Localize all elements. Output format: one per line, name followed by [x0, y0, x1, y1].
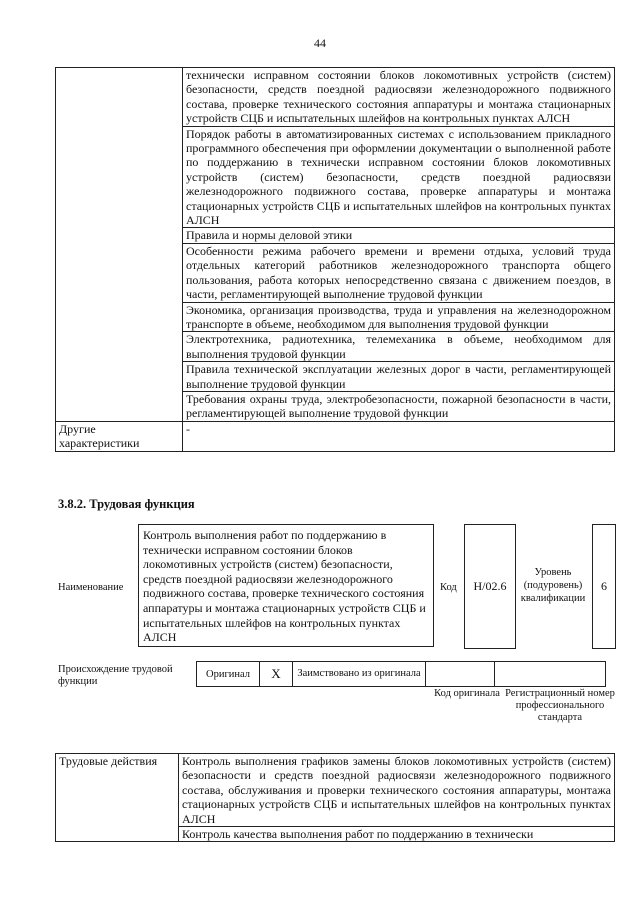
origin-table [196, 661, 606, 687]
code-label: Код [440, 582, 457, 593]
function-code: H/02.6 [464, 524, 516, 649]
table-row [56, 68, 615, 127]
table-row [56, 754, 615, 827]
table-row [56, 421, 615, 451]
requirement-item: Требования охраны труда, электробезопасности, пожарной безопасности в части, регламентирующей выполнение трудовой функции [183, 391, 615, 421]
requirement-item: Экономика, организация производства, труда и управления на железнодорожном транспорте в объеме, необходимом для выполнения трудовой функции [183, 302, 615, 332]
requirement-item: Особенности режима рабочего времени и времени отдыха, условий труда отдельных категорий работников железнодорожного транспорта общего пользования, работа которых непосредственно связана с движением поездов, в части, регламентирующей выполнение трудовой функции [183, 243, 615, 302]
empty-label-cell [56, 68, 183, 422]
qualification-level-label: Уровень (подуровень) квалификации [520, 567, 586, 604]
code-original-label: Код оригинала [434, 688, 500, 699]
requirement-item: технически исправном состоянии блоков локомотивных устройств (систем) безопасности, средств поездной радиосвязи железнодорожного подвижного состава, проверке технического состояния аппаратуры и монтажа стационарных устройств СЦБ и испытательных шлейфов на контрольных пунктах АЛСН [183, 68, 615, 127]
qualification-level: 6 [592, 524, 616, 649]
other-characteristics-label: Другие характеристики [56, 421, 183, 451]
requirements-table [55, 67, 615, 452]
labor-action-item: Контроль качества выполнения работ по поддержанию в технически [179, 827, 615, 842]
function-name-box: Контроль выполнения работ по поддержанию в технически исправном состоянии блоков локомотивных устройств (систем) безопасности, средств поездной радиосвязи железнодорожного подвижного состава, проверке технического состояния аппаратуры и монтажа стационарных устройств СЦБ и испытательных шлейфов на контрольных пунктах АЛСН [138, 524, 434, 647]
page-number: 44 [314, 36, 326, 50]
reg-number-label: Регистрационный номер профессионального стандарта [505, 688, 615, 723]
requirement-item: Порядок работы в автоматизированных системах с использованием прикладного программного обеспечения при оформлении документации о выполненной работе по поддержанию в технически исправном состоянии блоков локомотивных устройств (систем) безопасности, средств поездной радиосвязи железнодорожного подвижного состава, проверке аппаратуры и монтажа стационарных устройств СЦБ и испытательных шлейфов на контрольных пунктах АЛСН [183, 126, 615, 228]
labor-actions-label: Трудовые действия [56, 754, 179, 842]
requirement-item: Электротехника, радиотехника, телемеханика в объеме, необходимом для выполнения трудовой функции [183, 332, 615, 362]
labor-actions-table [55, 753, 615, 842]
requirement-item: Правила и нормы деловой этики [183, 228, 615, 243]
other-characteristics-value: - [183, 421, 615, 451]
origin-label: Происхождение трудовой функции [58, 664, 173, 687]
original-mark: X [260, 662, 293, 687]
original-label: Оригинал [197, 662, 260, 687]
code-original-cell [426, 662, 495, 687]
name-label: Наименование [58, 582, 124, 593]
requirement-item: Правила технической эксплуатации железных дорог в части, регламентирующей выполнение трудовой функции [183, 362, 615, 392]
section-title: 3.8.2. Трудовая функция [58, 497, 195, 511]
reg-number-cell [495, 662, 606, 687]
borrowed-label: Заимствовано из оригинала [293, 662, 426, 687]
labor-action-item: Контроль выполнения графиков замены блоков локомотивных устройств (систем) безопасности и средств поездной радиосвязи железнодорожного подвижного состава, обслуживания и проверки технического состояния аппаратуры, монтажа стационарных устройств СЦБ и испытательных шлейфов на контрольных пунктах АЛСН [179, 754, 615, 827]
